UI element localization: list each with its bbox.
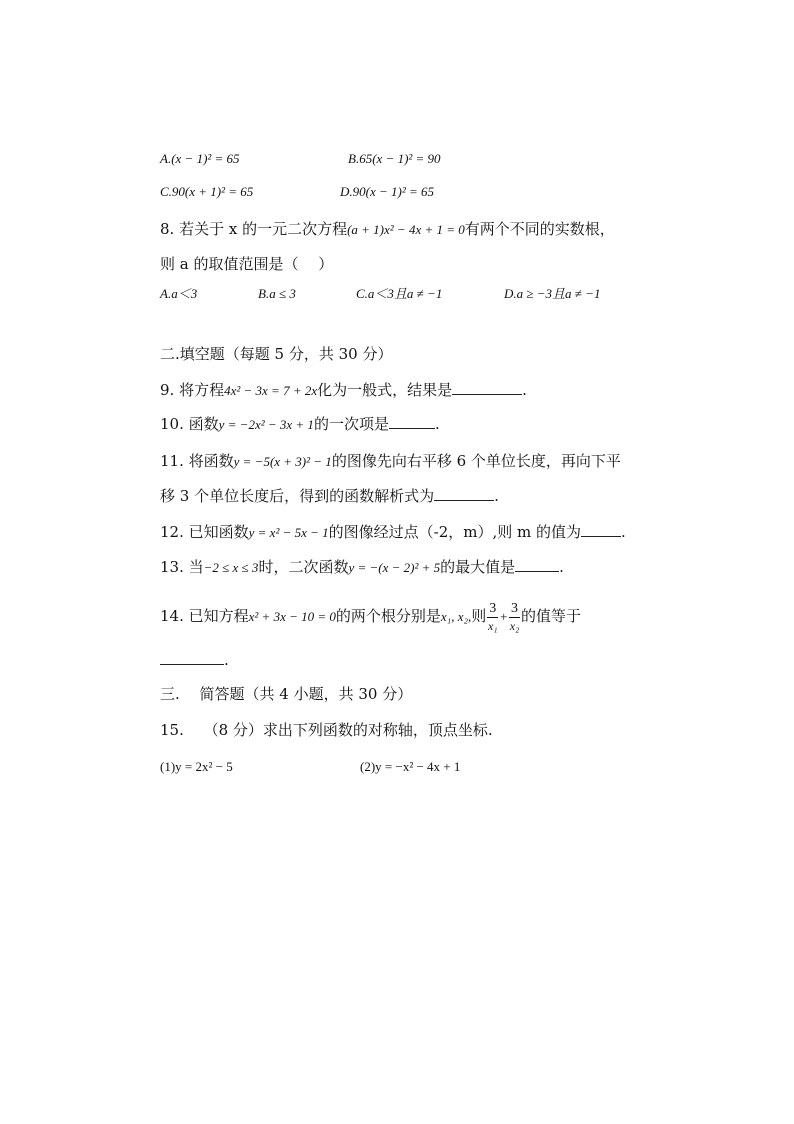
q9-text-pre: 9. 将方程: [160, 381, 225, 399]
q15-title: 15. （8 分）求出下列函数的对称轴，顶点坐标.: [160, 721, 493, 739]
section2-title: 二.填空题（每题 5 分，共 30 分）: [160, 345, 393, 363]
q8-text-post: 有两个不同的实数根，: [464, 220, 615, 238]
q9-end: .: [522, 381, 527, 399]
q10-function: y = −2x² − 3x + 1: [218, 417, 314, 432]
q10-answer-blank: [389, 414, 435, 429]
q8-text-pre: 8. 若关于 x 的一元二次方程: [160, 220, 348, 238]
q13-text-mid: 时，二次函数: [258, 558, 349, 576]
q11-end: .: [494, 487, 499, 505]
q9: [160, 380, 527, 401]
q13: [160, 557, 564, 578]
q12-function: y = x² − 5x − 1: [248, 525, 329, 540]
q14-text-pre: 14. 已知方程: [160, 607, 249, 625]
q13-function: y = −(x − 2)² + 5: [348, 560, 441, 575]
q11-answer-blank: [434, 486, 494, 501]
q11-line2: [160, 486, 499, 506]
q10: [160, 414, 440, 435]
q13-end: .: [559, 558, 564, 576]
q7-option-b: B.65(x − 1)² = 90: [348, 151, 441, 166]
q8-line2: 则 a 的取值范围是（ ）: [160, 255, 334, 273]
q15-part-1: (1)y = 2x² − 5: [160, 759, 233, 774]
q13-text-post: 的最大值是: [440, 558, 516, 576]
q7-option-c: C.90(x + 1)² = 65: [160, 184, 254, 199]
section3-title: 三. 简答题（共 4 小题，共 30 分）: [160, 685, 413, 703]
q12-answer-blank: [581, 522, 621, 537]
q14-fraction-1: [487, 601, 498, 634]
q13-text-pre: 13. 当: [160, 558, 204, 576]
q15-part-2: (2)y = −x² − 4x + 1: [360, 759, 461, 774]
q14-answer-blank: [160, 650, 224, 665]
q14-fraction-2-numerator: 3: [511, 600, 519, 616]
q11-text-post: 的图像先向右平移 6 个单位长度，再向下平: [331, 452, 621, 470]
q11-text-line2: 移 3 个单位长度后，得到的函数解析式为: [160, 487, 435, 505]
q14-fraction-1-numerator: 3: [489, 600, 497, 616]
q14-text-ze: 则: [471, 607, 487, 625]
q14-fraction-2: [509, 601, 520, 634]
q8-option-c: C.a＜3且a ≠ −1: [356, 286, 443, 301]
q12-text-post: 的图像经过点（-2，m）,则 m 的值为: [328, 523, 582, 541]
q8-option-b: B.a ≤ 3: [258, 286, 296, 301]
q13-range: −2 ≤ x ≤ 3: [203, 560, 259, 575]
q9-text-post: 化为一般式，结果是: [317, 381, 453, 399]
q10-text-pre: 10. 函数: [160, 415, 219, 433]
q14-equation: x² + 3x − 10 = 0: [248, 609, 336, 624]
q13-answer-blank: [515, 557, 559, 572]
q14-text-mid: 的两个根分别是: [335, 607, 441, 625]
q11-function: y = −5(x + 3)² − 1: [233, 454, 332, 469]
q12-text-pre: 12. 已知函数: [160, 523, 249, 541]
q14-fraction-1-denominator: x₁: [488, 618, 498, 633]
q11-line1: [160, 451, 621, 472]
q12: [160, 522, 626, 543]
q10-end: .: [434, 415, 440, 433]
q14-line1: [160, 596, 581, 636]
q14-line2: [160, 650, 229, 670]
q14-plus: +: [499, 609, 509, 624]
q8-option-d: D.a ≥ −3且a ≠ −1: [504, 286, 601, 301]
q9-answer-blank: [452, 380, 522, 395]
q9-equation: 4x² − 3x = 7 + 2x: [224, 383, 318, 398]
q14-roots: x₁, x₂,: [440, 609, 472, 624]
q10-text-post: 的一次项是: [313, 415, 389, 433]
q12-end: .: [621, 523, 626, 541]
q14-text-post: 的值等于: [521, 607, 582, 625]
q14-end: .: [224, 651, 229, 669]
q8-option-a: A.a＜3: [160, 286, 198, 301]
q14-fraction-2-denominator: x₂: [509, 618, 520, 633]
q11-text-pre: 11. 将函数: [160, 452, 234, 470]
q8-line1: [160, 219, 615, 240]
q8-equation: (a + 1)x² − 4x + 1 = 0: [347, 222, 465, 237]
q7-option-a: A.(x − 1)² = 65: [160, 151, 240, 166]
q7-option-d: D.90(x − 1)² = 65: [340, 184, 435, 199]
